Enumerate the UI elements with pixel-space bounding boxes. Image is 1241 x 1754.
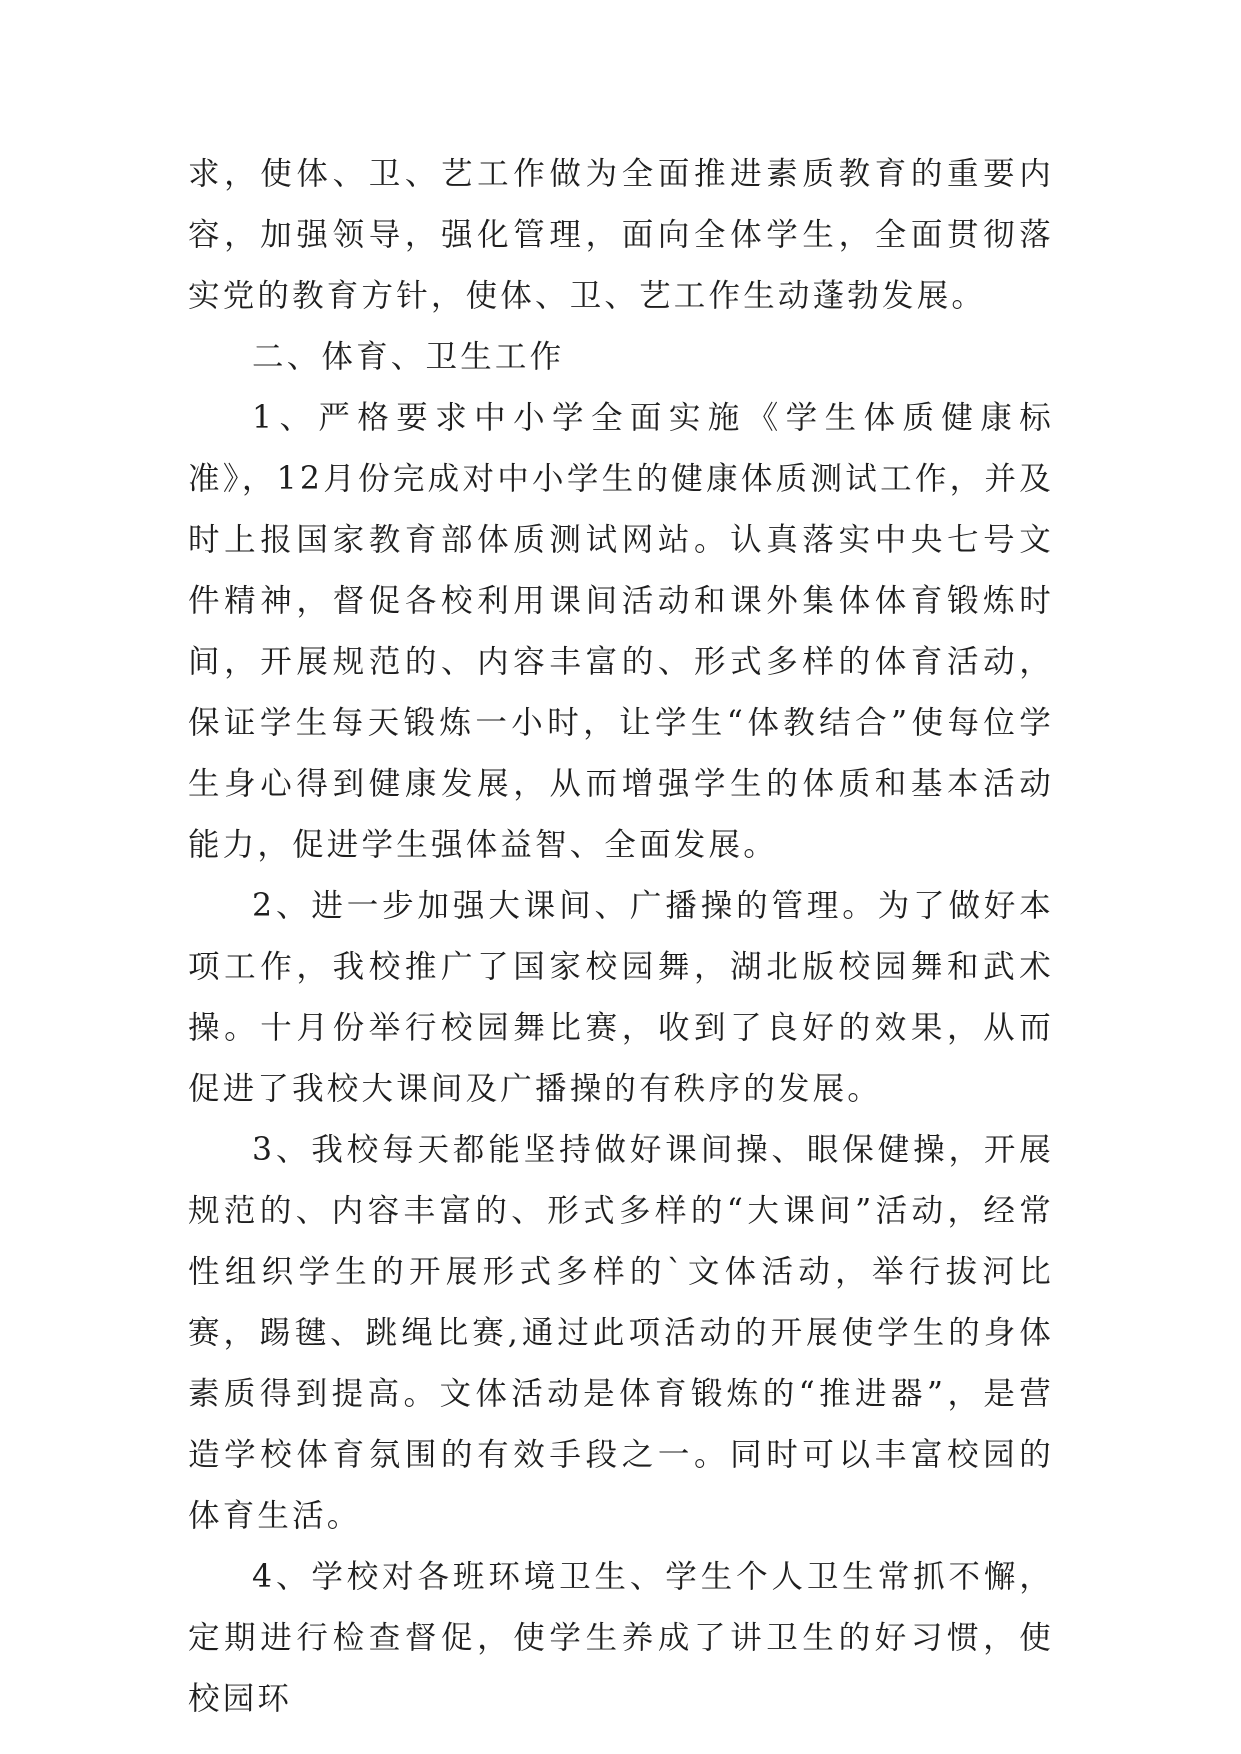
paragraph-item-3: 3、我校每天都能坚持做好课间操、眼保健操，开展规范的、内容丰富的、形式多样的“大课间”活动，经常性组织学生的开展形式多样的`文体活动，举行拔河比赛，踢毽、跳绳比赛,通过此项活动的开展使学生的身体素质得到提高。文体活动是体育锻炼的“推进器”，是营造学校体育氛围的有效手段之一。同时可以丰富校园的体育生活。 — [188, 1132, 1054, 1534]
document-body — [188, 144, 1054, 1730]
paragraph-continuation: 求，使体、卫、艺工作做为全面推进素质教育的重要内容，加强领导，强化管理，面向全体学生，全面贯彻落实党的教育方针，使体、卫、艺工作生动蓬勃发展。 — [188, 156, 1054, 314]
section-heading: 二、体育、卫生工作 — [252, 339, 565, 375]
paragraph-item-2: 2、进一步加强大课间、广播操的管理。为了做好本项工作，我校推广了国家校园舞，湖北版校园舞和武术操。十月份举行校园舞比赛，收到了良好的效果，从而促进了我校大课间及广播操的有秩序的发展。 — [188, 888, 1054, 1107]
paragraph-item-1: 1、严格要求中小学全面实施《学生体质健康标准》，12月份完成对中小学生的健康体质测试工作，并及时上报国家教育部体质测试网站。认真落实中央七号文件精神，督促各校利用课间活动和课外集体体育锻炼时间，开展规范的、内容丰富的、形式多样的体育活动，保证学生每天锻炼一小时，让学生“体教结合”使每位学生身心得到健康发展，从而增强学生的体质和基本活动能力，促进学生强体益智、全面发展。 — [188, 400, 1054, 863]
paragraph-item-4: 4、学校对各班环境卫生、学生个人卫生常抓不懈，定期进行检查督促，使学生养成了讲卫生的好习惯，使校园环 — [188, 1559, 1054, 1717]
